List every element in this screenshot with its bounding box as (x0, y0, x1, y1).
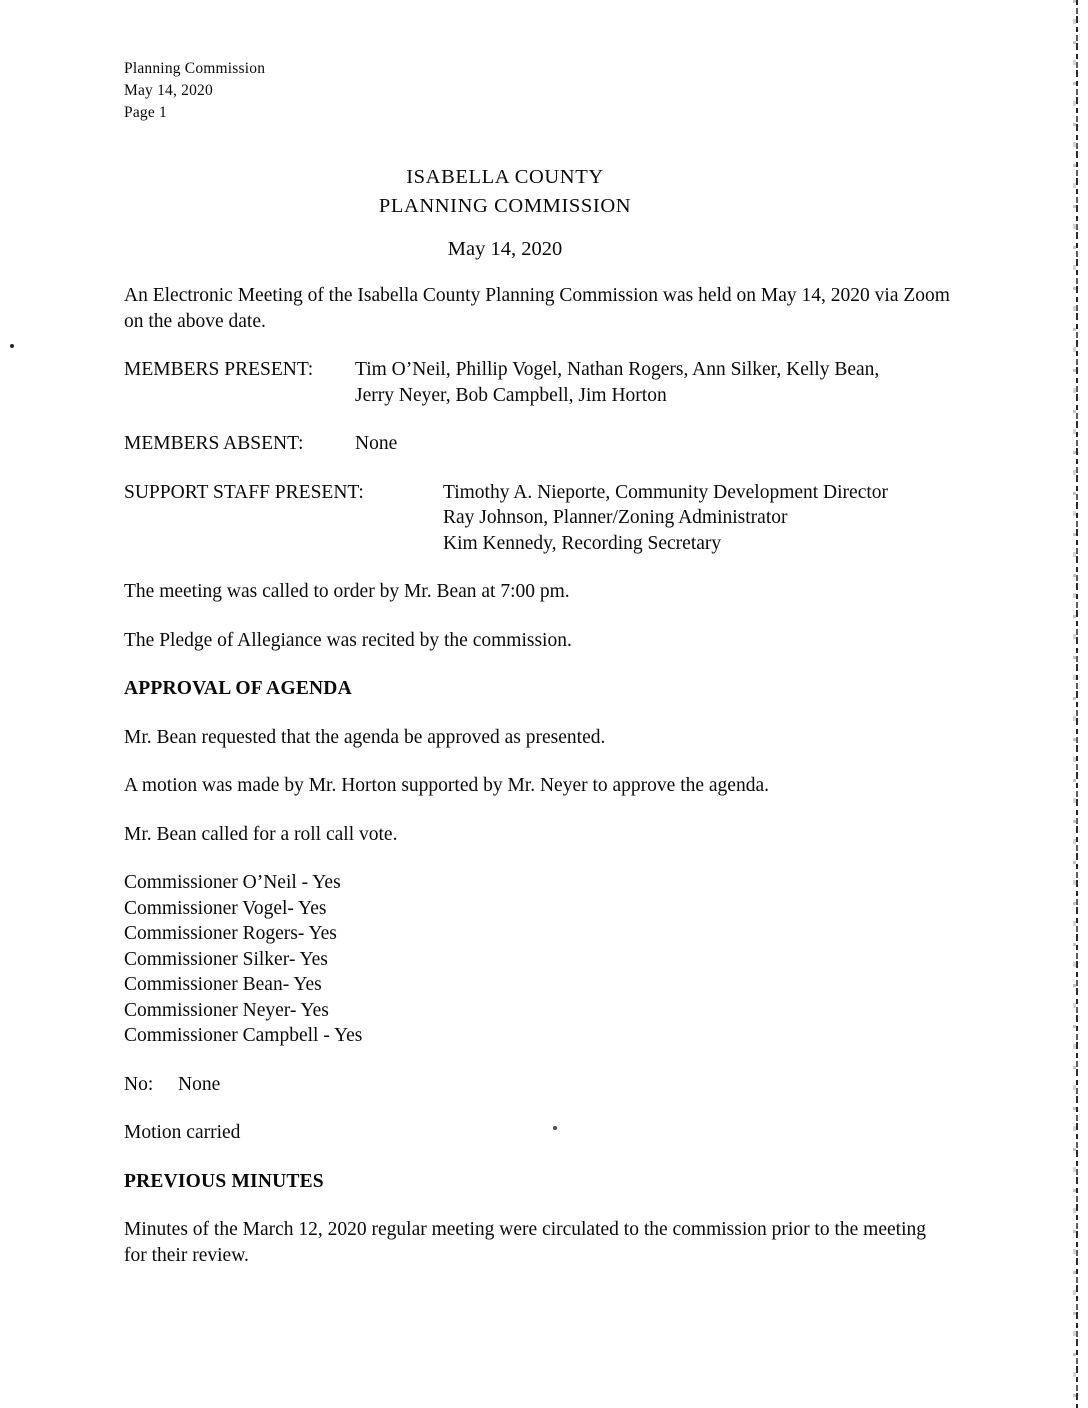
roll-call-vote-list (124, 870, 950, 1049)
members-absent-value: None (355, 433, 398, 454)
agenda-motion-paragraph: A motion was made by Mr. Horton supported by Mr. Neyer to approve the agenda. (124, 775, 769, 796)
members-absent-label: MEMBERS ABSENT: (124, 433, 304, 454)
previous-minutes-paragraph: Minutes of the March 12, 2020 regular meeting were circulated to the commission prior to the meeting for their review. (124, 1219, 926, 1266)
title-line-2: PLANNING COMMISSION (378, 195, 632, 217)
document-title (0, 163, 1010, 221)
support-staff-present-value (443, 480, 950, 557)
roll-call-vote-item: Commissioner Campbell - Yes (124, 1025, 363, 1046)
motion-result-paragraph: Motion carried (124, 1122, 241, 1143)
roll-call-vote-item: Commissioner Vogel- Yes (124, 897, 327, 919)
support-staff-line-2: Ray Johnson, Planner/Zoning Administrator (443, 507, 788, 528)
no-vote-label: No: (124, 1073, 154, 1095)
agenda-request-paragraph: Mr. Bean requested that the agenda be approved as presented. (124, 726, 606, 748)
heading-approval-of-agenda: APPROVAL OF AGENDA (124, 678, 352, 699)
pledge-paragraph: The Pledge of Allegiance was recited by the commission. (124, 629, 572, 651)
title-line-1: ISABELLA COUNTY (406, 166, 604, 188)
support-staff-line-1: Timothy A. Nieporte, Community Development Director (443, 481, 889, 503)
members-present-value: Tim O’Neil, Phillip Vogel, Nathan Rogers, Ann Silker, Kelly Bean, Jerry Neyer, Bob Campbell, Jim Horton (355, 359, 880, 406)
scan-edge-line-artifact (1076, 0, 1078, 1408)
scan-speck-artifact (10, 344, 14, 348)
document-body (124, 283, 950, 1291)
members-present-row (124, 357, 950, 408)
roll-call-vote-item: Commissioner Rogers- Yes (124, 923, 337, 944)
members-absent-row (124, 431, 950, 457)
members-present-label: MEMBERS PRESENT: (124, 359, 314, 380)
support-staff-present-row (124, 480, 950, 557)
call-to-order-paragraph: The meeting was called to order by Mr. Bean at 7:00 pm. (124, 581, 570, 602)
running-header-line-2: May 14, 2020 (124, 82, 213, 99)
no-vote-row (124, 1072, 950, 1098)
roll-call-vote-item: Commissioner Bean- Yes (124, 974, 322, 995)
opening-paragraph: An Electronic Meeting of the Isabella County Planning Commission was held on May 14, 2020 via Zoom on the above date. (124, 285, 950, 332)
running-header-line-3: Page 1 (124, 104, 167, 121)
support-staff-line-3: Kim Kennedy, Recording Secretary (443, 532, 722, 554)
running-header (124, 58, 265, 124)
agenda-roll-call-request-paragraph: Mr. Bean called for a roll call vote. (124, 823, 398, 845)
support-staff-present-label: SUPPORT STAFF PRESENT: (124, 481, 364, 503)
document-title-date: May 14, 2020 (447, 238, 563, 260)
heading-previous-minutes: PREVIOUS MINUTES (124, 1170, 324, 1192)
no-vote-value: None (178, 1073, 221, 1095)
roll-call-vote-item: Commissioner Silker- Yes (124, 948, 328, 970)
roll-call-vote-item: Commissioner O’Neil - Yes (124, 872, 341, 893)
running-header-line-1: Planning Commission (124, 60, 266, 77)
roll-call-vote-item: Commissioner Neyer- Yes (124, 999, 329, 1021)
